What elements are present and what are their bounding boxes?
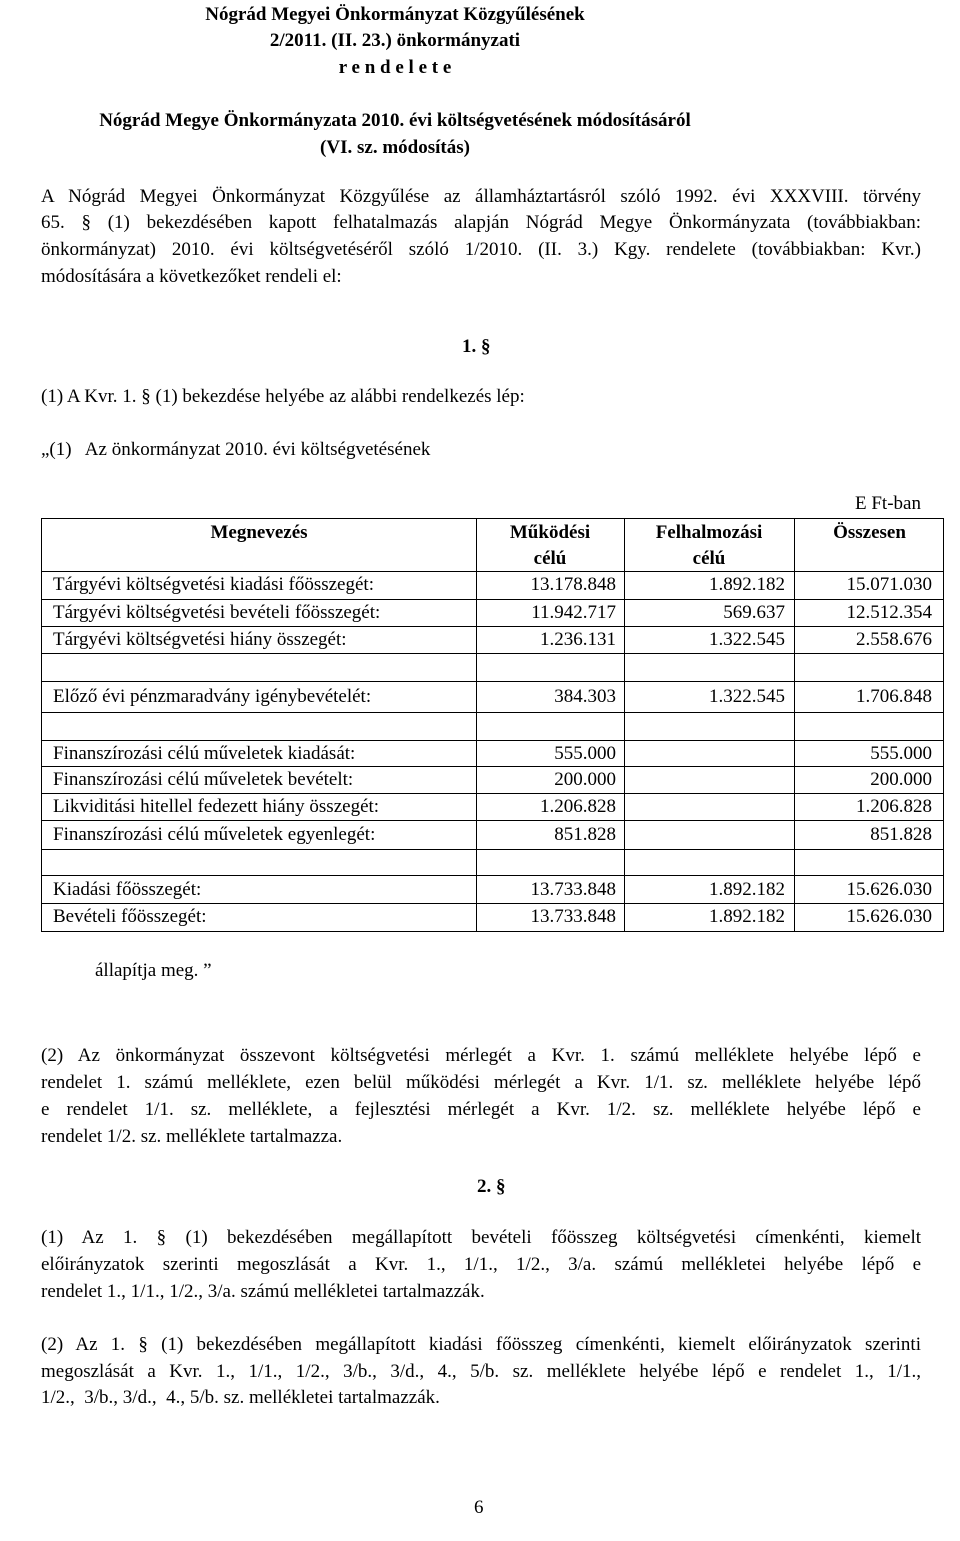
closing-text: állapítja meg. ” <box>95 960 212 981</box>
row-label: Tárgyévi költségvetési kiadási főösszegét: <box>53 574 374 595</box>
section-1-intro: (1) A Kvr. 1. § (1) bekezdése helyébe az alábbi rendelkezés lép: <box>41 386 525 407</box>
row-mukodesi: 851.828 <box>554 824 616 845</box>
section-2-p1-line-3: rendelet 1., 1/1., 1/2., 3/a. számú mellékletei tartalmazzák. <box>41 1281 485 1302</box>
row-label: Előző évi pénzmaradvány igénybevételét: <box>53 686 372 707</box>
row-mukodesi: 13.733.848 <box>530 879 616 900</box>
header-felhalmozasi: Felhalmozási <box>655 522 763 543</box>
preamble-line-4: módosítására a következőket rendeli el: <box>41 266 342 287</box>
section-2-p1-line-1: (1) Az 1. § (1) bekezdésében megállapított bevételi főösszeg költségvetési címenkénti, kiemelt <box>41 1227 921 1248</box>
row-mukodesi: 555.000 <box>554 743 616 764</box>
preamble-line-2: 65. § (1) bekezdésében kapott felhatalmazás alapján Nógrád Megye Önkormányzata (továbbiakban: <box>41 212 921 233</box>
row-felhalmozasi: 1.322.545 <box>709 686 785 707</box>
preamble-line-1: A Nógrád Megyei Önkormányzat Közgyűlése az államháztartásról szóló 1992. évi XXXVIII. törvény <box>41 186 921 207</box>
row-osszesen: 1.206.828 <box>856 796 932 817</box>
header-line-2: 2/2011. (II. 23.) önkormányzati <box>269 30 521 51</box>
row-felhalmozasi: 1.892.182 <box>709 574 785 595</box>
header-osszesen: Összesen <box>833 522 906 543</box>
row-osszesen: 1.706.848 <box>856 686 932 707</box>
row-label: Tárgyévi költségvetési bevételi főösszegét: <box>53 602 381 623</box>
header-felhalmozasi-celu: célú <box>692 548 726 569</box>
row-osszesen: 12.512.354 <box>846 602 932 623</box>
section-2-p2-line-3: 1/2., 3/b., 3/d., 4., 5/b. sz. mellékletei tartalmazzák. <box>41 1387 440 1408</box>
section-2-heading: 2. § <box>477 1176 506 1197</box>
row-label: Finanszírozási célú műveletek egyenlegét: <box>53 824 376 845</box>
header-line-1: Nógrád Megyei Önkormányzat Közgyűlésének <box>205 4 585 25</box>
section-2-p2-line-2: megoszlását a Kvr. 1., 1/1., 1/2., 3/b., 3/d., 4., 5/b. sz. melléklete helyébe lépő e rendelet 1., 1/1., <box>41 1361 921 1382</box>
row-osszesen: 555.000 <box>870 743 932 764</box>
section-2-p2-line-1: (2) Az 1. § (1) bekezdésében megállapított kiadási főösszeg címenkénti, kiemelt előirányzatok szerinti <box>41 1334 921 1355</box>
page-number: 6 <box>474 1497 484 1518</box>
para-2-line-2: rendelet 1. számú melléklete, ezen belül működési mérlegét a Kvr. 1/1. sz. melléklete helyébe lépő <box>41 1072 921 1093</box>
row-label: Likviditási hitellel fedezett hiány összegét: <box>53 796 380 817</box>
row-felhalmozasi: 1.892.182 <box>709 879 785 900</box>
budget-table <box>41 518 944 932</box>
row-mukodesi: 1.236.131 <box>540 629 616 650</box>
header-mukodesi: Működési <box>509 522 591 543</box>
row-mukodesi: 1.206.828 <box>540 796 616 817</box>
row-osszesen: 15.626.030 <box>846 879 932 900</box>
para-2-line-4: rendelet 1/2. sz. melléklete tartalmazza. <box>41 1126 343 1147</box>
row-mukodesi: 13.733.848 <box>530 906 616 927</box>
para-2-line-3: e rendelet 1/1. sz. melléklete, a fejlesztési mérlegét a Kvr. 1/2. sz. melléklete helyébe lépő e <box>41 1099 921 1120</box>
row-label: Finanszírozási célú műveletek bevételt: <box>53 769 354 790</box>
header-megnevezes: Megnevezés <box>210 522 308 543</box>
row-mukodesi: 11.942.717 <box>531 602 616 623</box>
header-subtitle-1: Nógrád Megye Önkormányzata 2010. évi költségvetésének módosításáról <box>99 110 691 131</box>
row-label: Tárgyévi költségvetési hiány összegét: <box>53 629 347 650</box>
row-mukodesi: 200.000 <box>554 769 616 790</box>
header-mukodesi-celu: célú <box>533 548 567 569</box>
row-felhalmozasi: 569.637 <box>723 602 785 623</box>
para-2-line-1: (2) Az önkormányzat összevont költségvetési mérlegét a Kvr. 1. számú melléklete helyébe lépő e <box>41 1045 921 1066</box>
header-subtitle-2: (VI. sz. módosítás) <box>320 137 470 158</box>
preamble-line-3: önkormányzat) 2010. évi költségvetéséről szóló 1/2010. (II. 3.) Kgy. rendelete (továbbiakban: Kvr.) <box>41 239 921 260</box>
row-label: Bevételi főösszegét: <box>53 906 207 927</box>
row-osszesen: 15.071.030 <box>846 574 932 595</box>
row-label: Finanszírozási célú műveletek kiadását: <box>53 743 356 764</box>
row-mukodesi: 13.178.848 <box>530 574 616 595</box>
row-label: Kiadási főösszegét: <box>53 879 202 900</box>
header-line-3: r e n d e l e t e <box>338 57 452 78</box>
row-osszesen: 15.626.030 <box>846 906 932 927</box>
section-1-heading: 1. § <box>462 336 491 357</box>
section-2-p1-line-2: előirányzatok szerinti megoszlását a Kvr. 1., 1/1., 1/2., 3/a. számú mellékletei helyébe lépő e <box>41 1254 921 1275</box>
row-osszesen: 2.558.676 <box>856 629 932 650</box>
row-mukodesi: 384.303 <box>554 686 616 707</box>
table-unit: E Ft-ban <box>855 493 921 514</box>
section-1-quote: „(1) Az önkormányzat 2010. évi költségvetésének <box>41 439 431 460</box>
row-osszesen: 200.000 <box>870 769 932 790</box>
row-felhalmozasi: 1.892.182 <box>709 906 785 927</box>
row-felhalmozasi: 1.322.545 <box>709 629 785 650</box>
row-osszesen: 851.828 <box>870 824 932 845</box>
